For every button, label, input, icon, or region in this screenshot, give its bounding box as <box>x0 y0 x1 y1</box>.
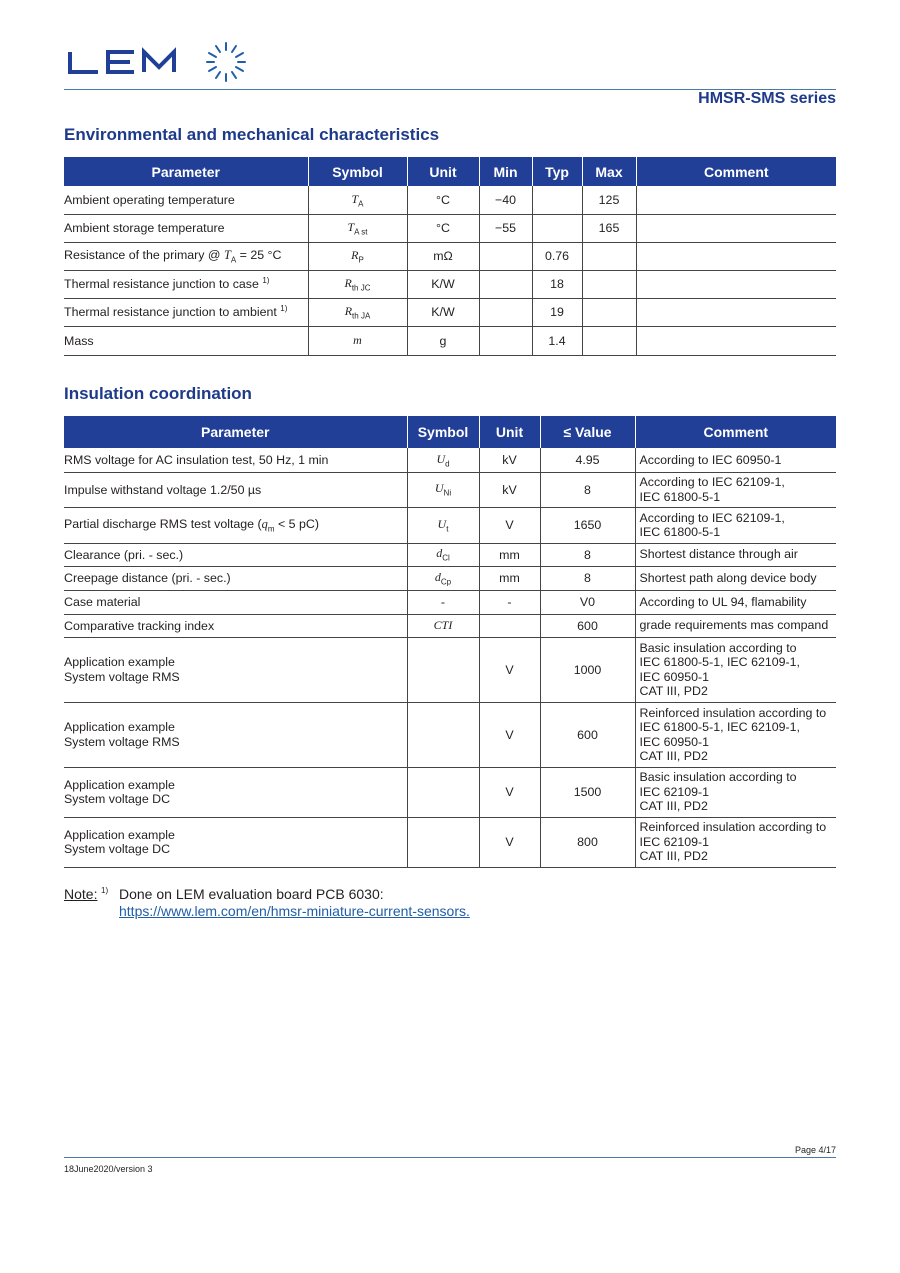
param-cell: Comparative tracking index <box>64 614 407 637</box>
table-row <box>64 186 836 214</box>
value-cell: 8 <box>540 543 635 566</box>
table-row <box>64 566 836 590</box>
value-cell: 8 <box>540 472 635 507</box>
comment-cell <box>636 298 836 326</box>
comment-cell: Shortest distance through air <box>635 543 836 566</box>
page-number: Page 4/17 <box>794 1145 836 1155</box>
table-row <box>64 242 836 270</box>
symbol-cell: - <box>407 590 479 614</box>
comment-cell <box>636 214 836 242</box>
param-cell: Ambient storage temperature <box>64 214 308 242</box>
symbol-cell <box>407 817 479 867</box>
symbol-cell: $d_{Cp}$ <box>407 566 479 590</box>
symbol-cell: m <box>308 326 407 355</box>
comment-cell: grade requirements mas compand <box>635 614 836 637</box>
unit-cell: °C <box>407 214 479 242</box>
note-text-block <box>119 886 470 920</box>
comment-cell <box>636 326 836 355</box>
value-cell: 1500 <box>540 767 635 817</box>
env-col-max: Max <box>582 157 636 186</box>
value-cell: 8 <box>540 566 635 590</box>
min-cell <box>479 298 532 326</box>
param-cell: Resistance of the primary @ $T_A = 25$ °C <box>64 242 308 270</box>
unit-cell: mΩ <box>407 242 479 270</box>
env-col-unit: Unit <box>407 157 479 186</box>
table-row <box>64 507 836 543</box>
env-header-row <box>64 157 836 186</box>
symbol-cell: $R_{th JC}$ <box>308 270 407 298</box>
unit-cell: mm <box>479 543 540 566</box>
table-row <box>64 817 836 867</box>
param-cell: Ambient operating temperature <box>64 186 308 214</box>
symbol-cell: $T_{A st}$ <box>308 214 407 242</box>
typ-cell: 1.4 <box>532 326 582 355</box>
symbol-cell: $R_P$ <box>308 242 407 270</box>
table-row <box>64 702 836 767</box>
sunburst-icon <box>207 43 245 81</box>
table-row <box>64 214 836 242</box>
min-cell: −55 <box>479 214 532 242</box>
table-row <box>64 448 836 472</box>
env-col-typ: Typ <box>532 157 582 186</box>
symbol-cell <box>407 702 479 767</box>
symbol-cell: CTI <box>407 614 479 637</box>
param-cell: Clearance (pri. - sec.) <box>64 543 407 566</box>
value-cell: 4.95 <box>540 448 635 472</box>
max-cell: 125 <box>582 186 636 214</box>
table-row <box>64 543 836 566</box>
comment-cell: Reinforced insulation according to IEC 61800-5-1, IEC 62109-1, IEC 60950-1 CAT III, PD2 <box>635 702 836 767</box>
comment-cell: Reinforced insulation according to IEC 62109-1 CAT III, PD2 <box>635 817 836 867</box>
ins-col-parameter: Parameter <box>64 416 407 448</box>
typ-cell: 18 <box>532 270 582 298</box>
comment-cell: According to IEC 62109-1, IEC 61800-5-1 <box>635 472 836 507</box>
max-cell <box>582 270 636 298</box>
env-section-title: Environmental and mechanical characteristics <box>64 125 440 144</box>
env-col-symbol: Symbol <box>308 157 407 186</box>
comment-cell: According to UL 94, flamability <box>635 590 836 614</box>
min-cell <box>479 242 532 270</box>
symbol-cell: $U_d$ <box>407 448 479 472</box>
max-cell: 165 <box>582 214 636 242</box>
value-cell: 600 <box>540 614 635 637</box>
value-cell: 800 <box>540 817 635 867</box>
comment-cell: According to IEC 60950-1 <box>635 448 836 472</box>
unit-cell: kV <box>479 472 540 507</box>
env-table <box>64 157 836 356</box>
unit-cell: V <box>479 702 540 767</box>
footer-rule <box>64 1157 836 1158</box>
unit-cell: V <box>479 817 540 867</box>
param-cell: Creepage distance (pri. - sec.) <box>64 566 407 590</box>
table-row <box>64 472 836 507</box>
param-cell: Thermal resistance junction to case $^{1)}$ <box>64 270 308 298</box>
typ-cell: 0.76 <box>532 242 582 270</box>
unit-cell: mm <box>479 566 540 590</box>
param-cell: Application example System voltage RMS <box>64 637 407 702</box>
symbol-cell <box>407 767 479 817</box>
note-superscript: 1) <box>101 886 109 895</box>
unit-cell: kV <box>479 448 540 472</box>
value-cell: 1650 <box>540 507 635 543</box>
value-cell: 600 <box>540 702 635 767</box>
unit-cell: °C <box>407 186 479 214</box>
table-row <box>64 298 836 326</box>
env-col-min: Min <box>479 157 532 186</box>
symbol-cell: $d_{Cl}$ <box>407 543 479 566</box>
param-cell: Application example System voltage DC <box>64 767 407 817</box>
lem-logo-graphic <box>68 40 248 84</box>
max-cell <box>582 242 636 270</box>
typ-cell <box>532 214 582 242</box>
note-link[interactable]: https://www.lem.com/en/hmsr-miniature-current-sensors. <box>119 903 470 919</box>
param-cell: Application example System voltage RMS <box>64 702 407 767</box>
table-row <box>64 614 836 637</box>
unit-cell: - <box>479 590 540 614</box>
param-cell: Impulse withstand voltage 1.2/50 µs <box>64 472 407 507</box>
param-cell: Case material <box>64 590 407 614</box>
comment-cell <box>636 270 836 298</box>
table-row <box>64 637 836 702</box>
note-text: Done on LEM evaluation board PCB 6030: <box>119 886 384 902</box>
param-cell: Mass <box>64 326 308 355</box>
typ-cell: 19 <box>532 298 582 326</box>
unit-cell: K/W <box>407 298 479 326</box>
param-cell: Application example System voltage DC <box>64 817 407 867</box>
max-cell <box>582 326 636 355</box>
max-cell <box>582 298 636 326</box>
comment-cell <box>636 186 836 214</box>
series-title: HMSR-SMS series <box>698 90 836 107</box>
table-row <box>64 590 836 614</box>
unit-cell: g <box>407 326 479 355</box>
ins-header-row <box>64 416 836 448</box>
symbol-cell <box>407 637 479 702</box>
table-row <box>64 326 836 355</box>
comment-cell: According to IEC 62109-1, IEC 61800-5-1 <box>635 507 836 543</box>
param-cell: Partial discharge RMS test voltage ($q_m < 5$ pC) <box>64 507 407 543</box>
comment-cell <box>636 242 836 270</box>
comment-cell: Basic insulation according to IEC 62109-1 CAT III, PD2 <box>635 767 836 817</box>
document-version: 18June2020/version 3 <box>64 1164 153 1174</box>
unit-cell <box>479 614 540 637</box>
typ-cell <box>532 186 582 214</box>
unit-cell: K/W <box>407 270 479 298</box>
param-cell: Thermal resistance junction to ambient $^{1)}$ <box>64 298 308 326</box>
env-col-parameter: Parameter <box>64 157 308 186</box>
ins-col-comment: Comment <box>635 416 836 448</box>
ins-section-title: Insulation coordination <box>64 384 252 403</box>
ins-col-unit: Unit <box>479 416 540 448</box>
env-col-comment: Comment <box>636 157 836 186</box>
unit-cell: V <box>479 767 540 817</box>
min-cell: −40 <box>479 186 532 214</box>
comment-cell: Basic insulation according to IEC 61800-5-1, IEC 62109-1, IEC 60950-1 CAT III, PD2 <box>635 637 836 702</box>
value-cell: 1000 <box>540 637 635 702</box>
table-row <box>64 270 836 298</box>
ins-col-value: ≤ Value <box>540 416 635 448</box>
min-cell <box>479 270 532 298</box>
comment-cell: Shortest path along device body <box>635 566 836 590</box>
symbol-cell: $T_A$ <box>308 186 407 214</box>
unit-cell: V <box>479 507 540 543</box>
symbol-cell: $U_t$ <box>407 507 479 543</box>
symbol-cell: $U_{Ni}$ <box>407 472 479 507</box>
value-cell: V0 <box>540 590 635 614</box>
ins-table <box>64 416 836 868</box>
unit-cell: V <box>479 637 540 702</box>
symbol-cell: $R_{th JA}$ <box>308 298 407 326</box>
table-row <box>64 767 836 817</box>
note-label: Note: <box>64 886 98 902</box>
lem-logo <box>68 40 248 89</box>
min-cell <box>479 326 532 355</box>
param-cell: RMS voltage for AC insulation test, 50 Hz, 1 min <box>64 448 407 472</box>
ins-col-symbol: Symbol <box>407 416 479 448</box>
